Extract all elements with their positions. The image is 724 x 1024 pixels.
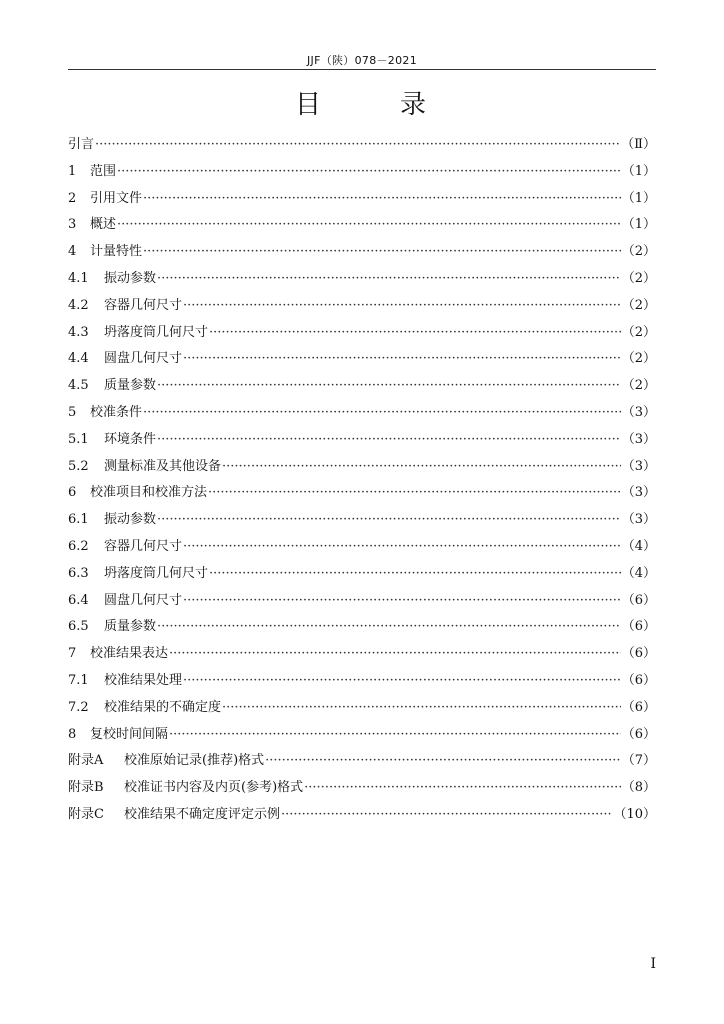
page-title (0, 84, 724, 121)
toc-entry-page: （2） (621, 244, 656, 260)
dot-leader (143, 191, 621, 206)
toc-entry-title: 计量特性 (90, 244, 143, 260)
toc-entry[interactable] (68, 374, 656, 401)
dot-leader (222, 700, 621, 715)
title-char-1: 目 (294, 90, 324, 120)
toc-entry-number: 4.5 (68, 378, 89, 394)
toc-entry-number: 4 (68, 244, 77, 260)
toc-entry-number: 4.1 (68, 270, 89, 286)
dot-leader (143, 244, 621, 259)
toc-entry-number: 6 (68, 485, 77, 501)
toc-entry-title: 容器几何尺寸 (104, 297, 183, 313)
toc-entry-title: 引言 (68, 137, 95, 152)
toc-entry-title: 校准条件 (90, 404, 143, 420)
toc-entry-title: 校准结果处理 (104, 672, 183, 688)
toc-entry[interactable] (68, 589, 656, 616)
dot-leader (183, 593, 621, 608)
toc-entry-number: 6.5 (68, 619, 89, 635)
toc-entry-title: 校准结果不确定度评定示例 (124, 806, 281, 822)
toc-entry-number: 6.2 (68, 538, 89, 554)
dot-leader (157, 619, 621, 634)
toc-entry-number: 1 (68, 163, 77, 179)
dot-leader (183, 539, 621, 554)
toc-entry[interactable] (68, 642, 656, 669)
toc-entry-page: （6） (621, 592, 656, 608)
toc-entry-number: 附录B (68, 780, 104, 796)
toc-entry-title: 范围 (90, 163, 117, 179)
toc-entry-title: 坍落度筒几何尺寸 (104, 565, 209, 581)
toc-entry-page: （7） (621, 753, 656, 769)
toc-entry[interactable] (68, 187, 656, 214)
toc-entry[interactable] (68, 213, 656, 240)
toc-entry-title: 振动参数 (104, 512, 157, 528)
toc-entry[interactable] (68, 321, 656, 348)
toc-entry[interactable] (68, 267, 656, 294)
toc-entry-number: 4.2 (68, 297, 89, 313)
toc-entry-title: 环境条件 (104, 431, 157, 447)
toc-entry-title: 校准结果的不确定度 (104, 699, 222, 715)
toc-entry-page: （4） (621, 565, 656, 581)
toc-entry-page: （3） (621, 512, 656, 528)
toc-entry-title: 圆盘几何尺寸 (104, 351, 183, 367)
toc-entry[interactable] (68, 401, 656, 428)
header-rule (68, 69, 656, 70)
dot-leader (157, 432, 621, 447)
toc-entry-page: （6） (621, 726, 656, 742)
toc-entry[interactable] (68, 508, 656, 535)
toc-entry[interactable] (68, 696, 656, 723)
toc-entry-title: 圆盘几何尺寸 (104, 592, 183, 608)
toc-entry-page: （Ⅱ） (621, 137, 656, 152)
toc-entry[interactable] (68, 428, 656, 455)
dot-leader (183, 673, 621, 688)
dot-leader (157, 378, 621, 393)
toc-entry-page: （8） (621, 780, 656, 796)
toc-entry-title: 测量标准及其他设备 (104, 458, 222, 474)
toc-entry-number: 7.2 (68, 699, 89, 715)
dot-leader (209, 325, 621, 340)
toc-entry-page: （6） (621, 672, 656, 688)
toc-entry-page: （6） (621, 699, 656, 715)
toc-entry-title: 引用文件 (90, 190, 143, 206)
toc-entry[interactable] (68, 669, 656, 696)
document-code-header: JJF（陕）078－2021 (306, 54, 417, 67)
table-of-contents (68, 133, 656, 830)
toc-entry[interactable] (68, 294, 656, 321)
dot-leader (304, 780, 621, 795)
toc-entry-title: 校准结果表达 (90, 646, 169, 662)
toc-entry[interactable] (68, 562, 656, 589)
dot-leader (157, 512, 621, 527)
toc-entry-page: （2） (621, 324, 656, 340)
dot-leader (281, 807, 612, 822)
toc-entry-number: 4.3 (68, 324, 89, 340)
toc-entry-title: 校准原始记录(推荐)格式 (124, 753, 265, 769)
toc-entry-page: （10） (613, 806, 656, 822)
dot-leader (222, 459, 621, 474)
toc-entry[interactable] (68, 535, 656, 562)
toc-entry[interactable] (68, 160, 656, 187)
toc-entry-page: （2） (621, 351, 656, 367)
title-char-2: 录 (400, 90, 430, 120)
toc-entry-page: （6） (621, 646, 656, 662)
dot-leader (265, 753, 621, 768)
toc-entry-title: 容器几何尺寸 (104, 538, 183, 554)
toc-entry-page: （4） (621, 538, 656, 554)
toc-entry[interactable] (68, 455, 656, 482)
toc-entry-page: （1） (621, 190, 656, 206)
toc-entry[interactable] (68, 776, 656, 803)
toc-entry-page: （2） (621, 270, 656, 286)
toc-entry[interactable] (68, 615, 656, 642)
toc-entry-title: 概述 (90, 217, 117, 233)
toc-entry[interactable] (68, 723, 656, 750)
dot-leader (208, 485, 621, 500)
toc-entry-number: 3 (68, 217, 77, 233)
dot-leader (209, 566, 621, 581)
toc-entry-page: （2） (621, 297, 656, 313)
toc-entry-number: 5.2 (68, 458, 89, 474)
toc-entry[interactable] (68, 481, 656, 508)
toc-entry-page: （1） (621, 217, 656, 233)
dot-leader (95, 137, 620, 152)
toc-entry-title: 复校时间间隔 (90, 726, 169, 742)
toc-entry-page: （6） (621, 619, 656, 635)
toc-entry-number: 5.1 (68, 431, 89, 447)
toc-entry-title: 坍落度筒几何尺寸 (104, 324, 209, 340)
dot-leader (117, 217, 621, 232)
toc-entry-number: 4.4 (68, 351, 89, 367)
toc-entry-number: 6.3 (68, 565, 89, 581)
toc-entry-title: 校准证书内容及内页(参考)格式 (124, 780, 304, 796)
toc-entry[interactable] (68, 803, 656, 830)
toc-entry[interactable] (68, 749, 656, 776)
dot-leader (157, 271, 621, 286)
toc-entry-number: 2 (68, 190, 77, 206)
toc-entry-page: （3） (621, 404, 656, 420)
toc-entry[interactable] (68, 347, 656, 374)
toc-entry-title: 质量参数 (104, 378, 157, 394)
toc-entry-page: （2） (621, 378, 656, 394)
dot-leader (143, 405, 621, 420)
toc-entry[interactable] (68, 133, 656, 160)
toc-entry-number: 6.4 (68, 592, 89, 608)
toc-entry-title: 振动参数 (104, 270, 157, 286)
toc-entry[interactable] (68, 240, 656, 267)
toc-entry-page: （1） (621, 163, 656, 179)
toc-entry-page: （3） (621, 485, 656, 501)
toc-entry-title: 校准项目和校准方法 (90, 485, 208, 501)
toc-entry-number: 8 (68, 726, 77, 742)
dot-leader (183, 351, 621, 366)
toc-entry-number: 附录A (68, 753, 104, 769)
toc-entry-number: 7.1 (68, 672, 89, 688)
dot-leader (183, 298, 621, 313)
toc-entry-number: 6.1 (68, 512, 89, 528)
dot-leader (117, 164, 621, 179)
toc-entry-number: 5 (68, 404, 77, 420)
toc-entry-number: 7 (68, 646, 77, 662)
dot-leader (169, 646, 621, 661)
toc-entry-page: （3） (621, 458, 656, 474)
toc-entry-title: 质量参数 (104, 619, 157, 635)
toc-entry-page: （3） (621, 431, 656, 447)
page-number: I (650, 956, 656, 972)
toc-entry-number: 附录C (68, 806, 104, 822)
dot-leader (169, 727, 621, 742)
